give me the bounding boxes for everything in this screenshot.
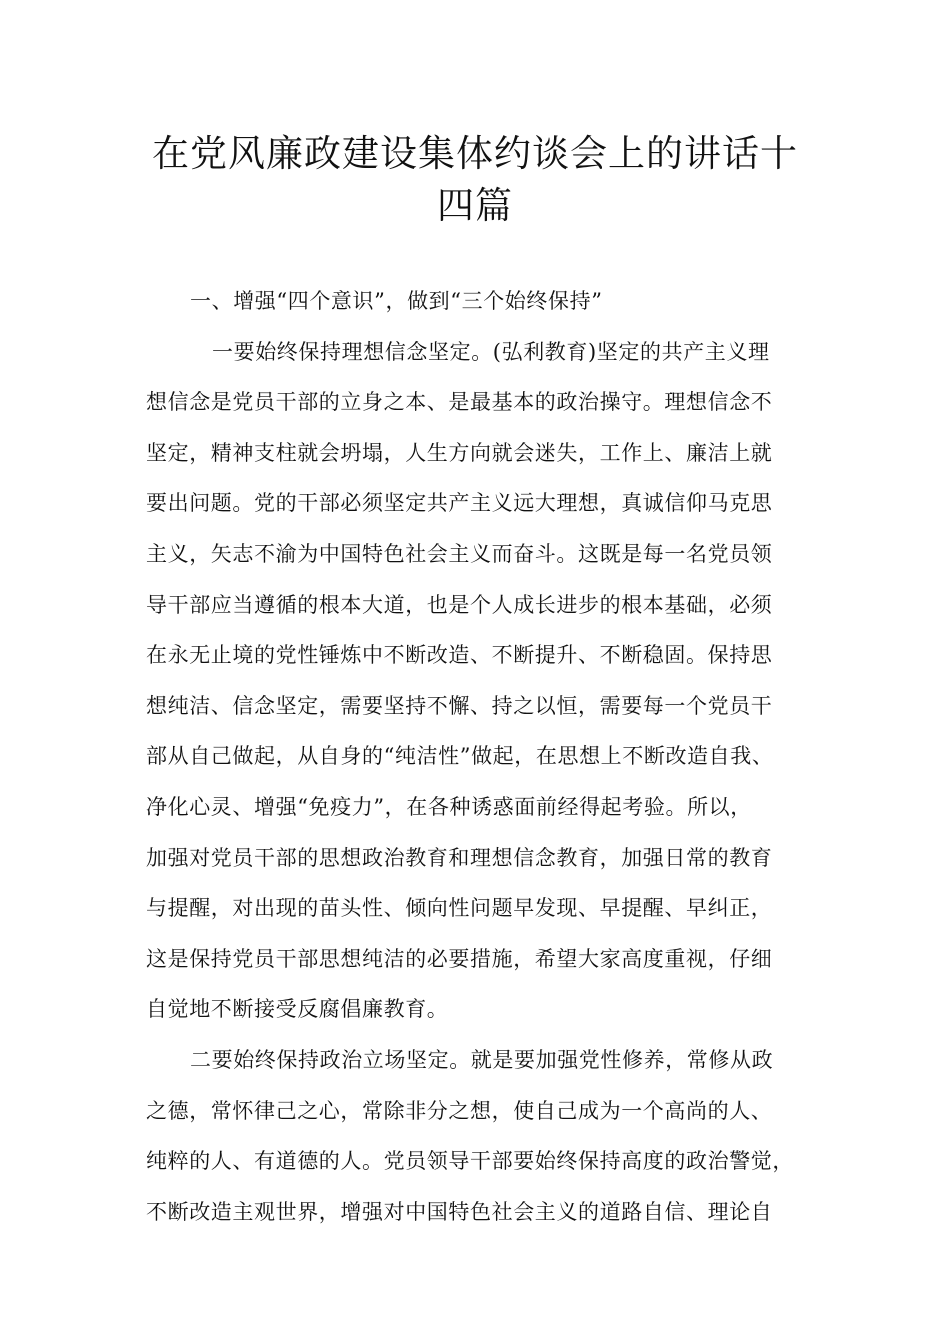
- title-line: 四篇: [437, 184, 513, 227]
- paragraph-line: 这是保持党员干部思想纯洁的必要措施，希望大家高度重视，仔细: [146, 946, 773, 971]
- paragraph-line: 部从自己做起，从自身的“纯洁性”做起，在思想上不断改造自我、: [146, 744, 774, 769]
- paragraph-line: 要出问题。党的干部必须坚定共产主义远大理想，真诚信仰马克思: [146, 491, 773, 516]
- paragraph-line: 一要始终保持理想信念坚定。(弘利教育)坚定的共产主义理: [212, 339, 770, 364]
- paragraph-line: 在永无止境的党性锤炼中不断改造、不断提升、不断稳固。保持思: [146, 643, 773, 668]
- paragraph-line: 二要始终保持政治立场坚定。就是要加强党性修养，常修从政: [190, 1047, 774, 1072]
- section-heading: 一、增强“四个意识”，做到“三个始终保持”: [190, 289, 603, 313]
- paragraph-line: 净化心灵、增强“免疫力”，在各种诱惑面前经得起考验。所以，: [146, 794, 752, 819]
- paragraph-line: 想纯洁、信念坚定，需要坚持不懈、持之以恒，需要每一个党员干: [146, 693, 773, 718]
- document-body: [146, 276, 836, 1237]
- paragraph-line: 加强对党员干部的思想政治教育和理想信念教育，加强日常的教育: [146, 845, 773, 870]
- paragraph-line: 与提醒，对出现的苗头性、倾向性问题早发现、早提醒、早纠正，: [146, 896, 773, 921]
- paragraph-line: 之德，常怀律己之心，常除非分之想，使自己成为一个高尚的人、: [146, 1098, 773, 1123]
- paragraph-line: 坚定，精神支柱就会坍塌，人生方向就会迷失，工作上、廉洁上就: [146, 440, 773, 465]
- paragraph-line: 自觉地不断接受反腐倡廉教育。: [146, 997, 449, 1022]
- title-line: 在党风廉政建设集体约谈会上的讲话十: [152, 132, 798, 175]
- paragraph-line: 主义，矢志不渝为中国特色社会主义而奋斗。这既是每一名党员领: [146, 541, 773, 566]
- paragraph-line: 不断改造主观世界，增强对中国特色社会主义的道路自信、理论自: [146, 1199, 773, 1224]
- document-title: [120, 128, 830, 232]
- paragraph-line: 纯粹的人、有道德的人。党员领导干部要始终保持高度的政治警觉，: [146, 1149, 794, 1174]
- paragraph-line: 导干部应当遵循的根本大道，也是个人成长进步的根本基础，必须: [146, 592, 773, 617]
- paragraph-line: 想信念是党员干部的立身之本、是最基本的政治操守。理想信念不: [146, 390, 773, 415]
